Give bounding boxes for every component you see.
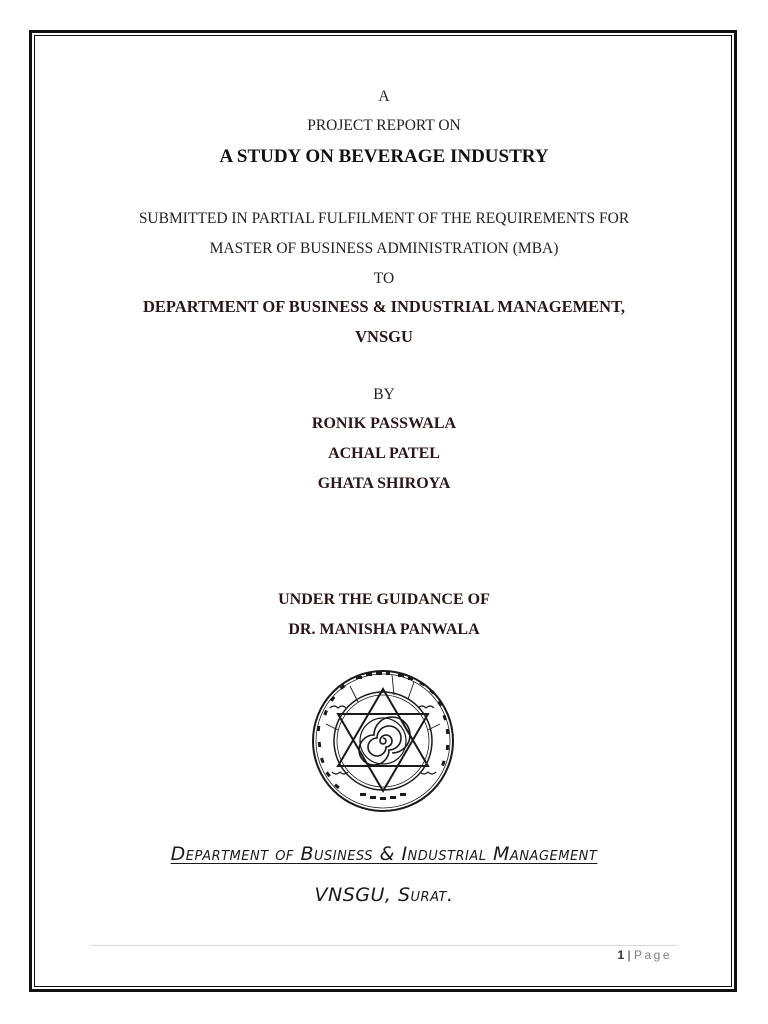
page-footer bbox=[617, 948, 672, 962]
location-line: VNSGU, Surat. bbox=[314, 884, 454, 906]
author-2: ACHAL PATEL bbox=[328, 445, 440, 462]
footer-separator: | bbox=[627, 948, 631, 962]
to-line: TO bbox=[373, 270, 395, 287]
degree-line: MASTER OF BUSINESS ADMINISTRATION (MBA) bbox=[209, 240, 559, 257]
department-footer-title: Department of Business & Industrial Management bbox=[170, 843, 598, 865]
footer-divider bbox=[90, 945, 678, 946]
guidance-label: UNDER THE GUIDANCE OF bbox=[278, 591, 490, 608]
university-seal-icon bbox=[310, 668, 456, 814]
department-line-1: DEPARTMENT OF BUSINESS & INDUSTRIAL MANAGEMENT, bbox=[143, 297, 625, 316]
author-1: RONIK PASSWALA bbox=[311, 415, 457, 432]
page-label: Page bbox=[633, 948, 672, 962]
department-line-2: VNSGU bbox=[355, 327, 413, 346]
project-report-label: PROJECT REPORT ON bbox=[307, 117, 461, 134]
line-a: A bbox=[378, 88, 390, 105]
by-line: BY bbox=[373, 386, 395, 403]
guide-name: DR. MANISHA PANWALA bbox=[288, 621, 480, 638]
report-title: A STUDY ON BEVERAGE INDUSTRY bbox=[219, 146, 549, 167]
page-number: 1 bbox=[617, 948, 625, 962]
author-3: GHATA SHIROYA bbox=[317, 475, 451, 492]
submitted-line: SUBMITTED IN PARTIAL FULFILMENT OF THE REQUIREMENTS FOR bbox=[138, 210, 630, 227]
